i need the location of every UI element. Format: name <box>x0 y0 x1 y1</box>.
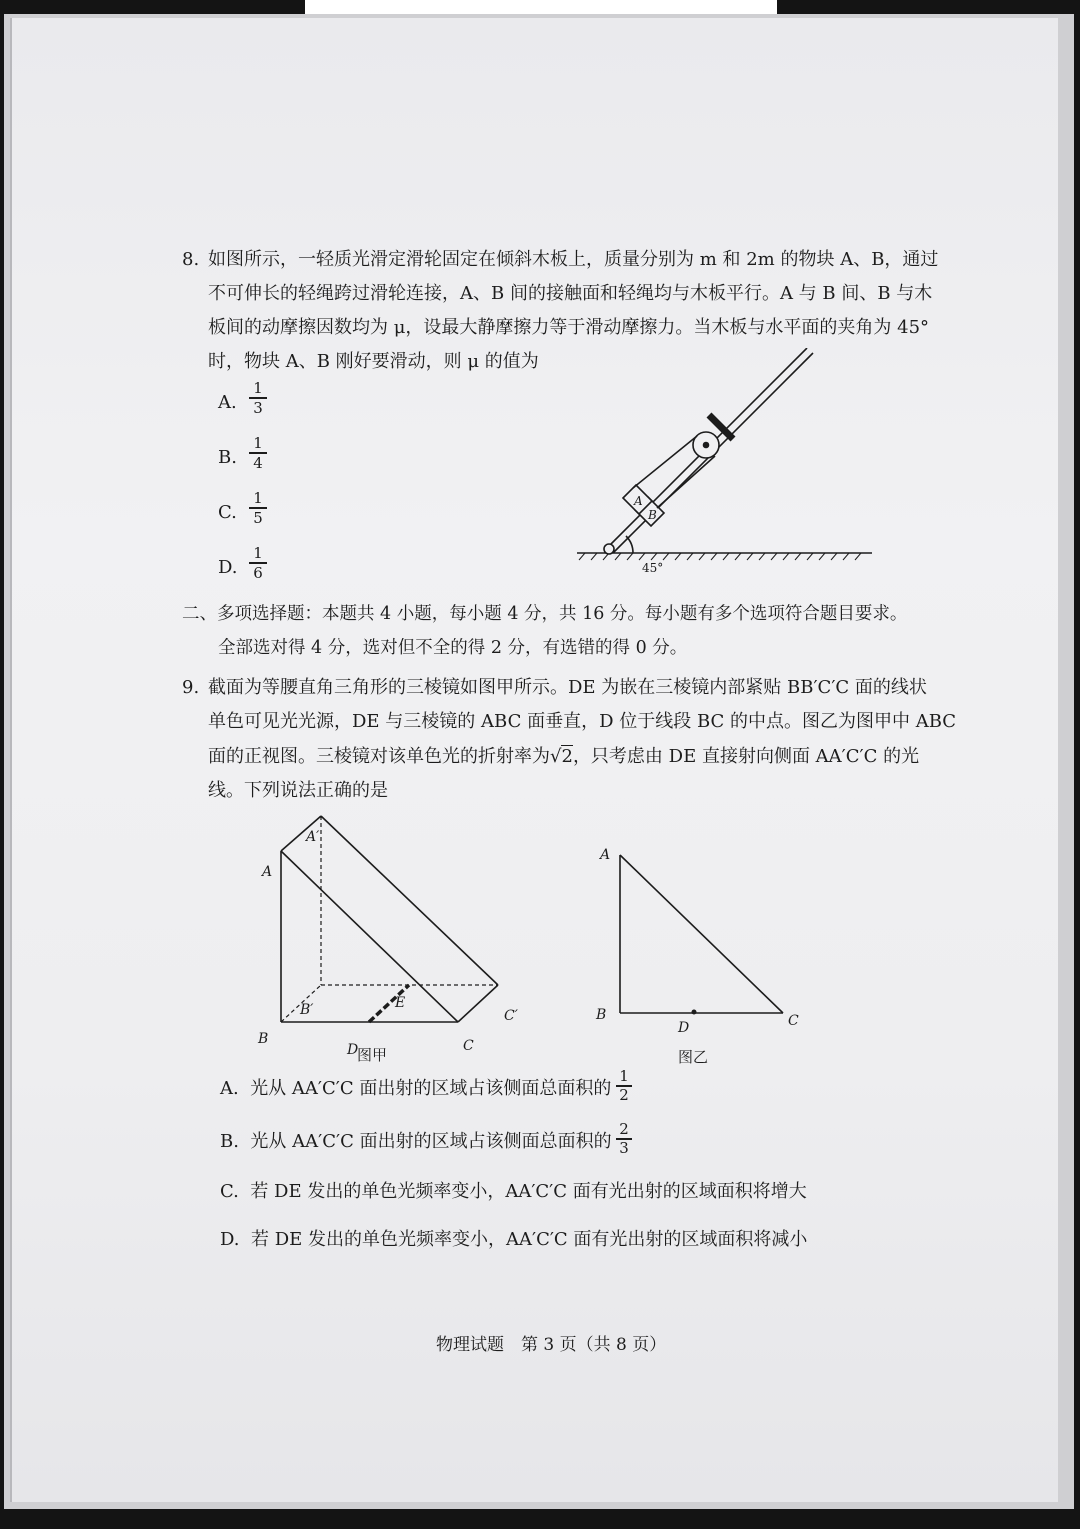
fraction-denominator: 4 <box>253 453 263 472</box>
block-b-label: B <box>648 508 657 522</box>
q8-option-b-fraction <box>249 435 267 471</box>
rope-b <box>657 456 715 508</box>
fraction-numerator: 2 <box>619 1120 629 1138</box>
q9-figure-yi <box>582 833 822 1058</box>
label-e: E <box>395 995 406 1011</box>
pulley-axle <box>704 443 709 448</box>
q9-option-b <box>220 1130 612 1154</box>
q8-option-a-label: A. <box>218 392 237 413</box>
q9-stem-line-3 <box>208 745 919 769</box>
sqrt-value: 2 <box>561 746 573 767</box>
q9-option-a-fraction <box>616 1069 632 1103</box>
option-label: A. <box>220 1078 239 1099</box>
page-footer: 物理试题 第 3 页（共 8 页） <box>436 1335 667 1355</box>
label-d: D <box>678 1020 690 1036</box>
point-d <box>692 1010 697 1015</box>
q9-option-a <box>220 1077 611 1101</box>
edge-aprime-cprime <box>321 816 498 985</box>
figure-jia-caption: 图甲 <box>357 1046 388 1064</box>
label-c: C <box>788 1013 799 1029</box>
fraction-numerator: 1 <box>619 1067 629 1085</box>
q8-number: 8. <box>182 249 200 270</box>
edge-c-cprime <box>458 985 498 1022</box>
section-2-rules: 全部选对得 4 分，选对但不全的得 2 分，有选错的得 0 分。 <box>218 638 688 658</box>
fraction-denominator: 3 <box>619 1138 629 1157</box>
fraction-denominator: 6 <box>253 563 263 582</box>
q8-stem-line-3: 板间的动摩擦因数均为 μ，设最大静摩擦力等于滑动摩擦力。当木板与水平面的夹角为 45° <box>208 317 930 338</box>
label-b-prime: B′ <box>300 1002 314 1018</box>
side-ac <box>620 855 783 1013</box>
fraction-denominator: 5 <box>253 508 263 527</box>
q9-line-3-start: 面的正视图。三棱镜对该单色光的折射率为 <box>208 746 550 767</box>
hinge-circle <box>604 544 614 554</box>
exam-page <box>10 18 1058 1502</box>
q9-figure-jia <box>252 808 542 1063</box>
q9-number: 9. <box>182 677 200 698</box>
fraction-numerator: 1 <box>253 434 263 452</box>
figure-yi-caption: 图乙 <box>678 1048 709 1066</box>
label-b: B <box>258 1031 269 1047</box>
q9-line-3-end: ，只考虑由 DE 直接射向侧面 AA′C′C 的光 <box>572 746 920 767</box>
label-a-prime: A′ <box>306 829 320 845</box>
hidden-edges <box>281 816 498 1022</box>
fraction-numerator: 1 <box>253 379 263 397</box>
q8-stem-line-4: 时，物块 A、B 刚好要滑动，则 μ 的值为 <box>208 351 539 372</box>
q9-stem-line-4: 线。下列说法正确的是 <box>208 780 388 801</box>
q9-stem-line-1: 截面为等腰直角三角形的三棱镜如图甲所示。DE 为嵌在三棱镜内部紧贴 BB′C′C 面的线状 <box>208 677 927 698</box>
label-c: C <box>463 1038 474 1054</box>
fraction-denominator: 3 <box>253 398 263 417</box>
option-text: 若 DE 发出的单色光频率变小，AA′C′C 面有光出射的区域面积将减小 <box>250 1229 808 1250</box>
option-text: 光从 AA′C′C 面出射的区域占该侧面总面积的 <box>250 1078 612 1099</box>
sqrt-symbol: √ <box>550 746 562 767</box>
option-label: B. <box>220 1131 239 1152</box>
label-c-prime: C′ <box>504 1008 518 1024</box>
label-b: B <box>596 1007 607 1023</box>
section-2-heading: 二、多项选择题：本题共 4 小题，每小题 4 分，共 16 分。每小题有多个选项符合题目要求。 <box>182 604 908 624</box>
fraction-numerator: 1 <box>253 544 263 562</box>
edge-a-c <box>281 851 458 1022</box>
option-label: D. <box>220 1229 240 1250</box>
angle-label: 45° <box>642 561 664 575</box>
fraction-numerator: 1 <box>253 489 263 507</box>
option-label: C. <box>220 1181 239 1202</box>
q8-option-c-fraction <box>249 490 267 526</box>
q9-stem-line-2: 单色可见光光源，DE 与三棱镜的 ABC 面垂直，D 位于线段 BC 的中点。图乙为图甲中 ABC <box>208 711 957 732</box>
option-text: 若 DE 发出的单色光频率变小，AA′C′C 面有光出射的区域面积将增大 <box>250 1181 807 1202</box>
q8-option-a-fraction <box>249 380 267 416</box>
q9-option-b-fraction <box>616 1122 632 1156</box>
fraction-denominator: 2 <box>619 1085 629 1104</box>
q8-option-d-label: D. <box>218 557 238 578</box>
block-a-label: A <box>634 494 643 508</box>
q8-option-b-label: B. <box>218 447 237 468</box>
q8-incline-figure <box>567 348 897 598</box>
option-text: 光从 AA′C′C 面出射的区域占该侧面总面积的 <box>250 1131 612 1152</box>
q8-option-c-label: C. <box>218 502 237 523</box>
q9-option-d <box>220 1228 807 1252</box>
q8-option-d-fraction <box>249 545 267 581</box>
label-a: A <box>600 847 611 863</box>
q8-stem-line-1: 如图所示，一轻质光滑定滑轮固定在倾斜木板上，质量分别为 m 和 2m 的物块 A、B，通过 <box>208 249 939 270</box>
label-d: D <box>347 1042 359 1058</box>
q8-stem-line-2: 不可伸长的轻绳跨过滑轮连接，A、B 间的接触面和轻绳均与木板平行。A 与 B 间、B 与木 <box>208 283 933 304</box>
ground-hatching <box>579 553 861 560</box>
q9-option-c <box>220 1180 807 1204</box>
label-a: A <box>262 864 273 880</box>
